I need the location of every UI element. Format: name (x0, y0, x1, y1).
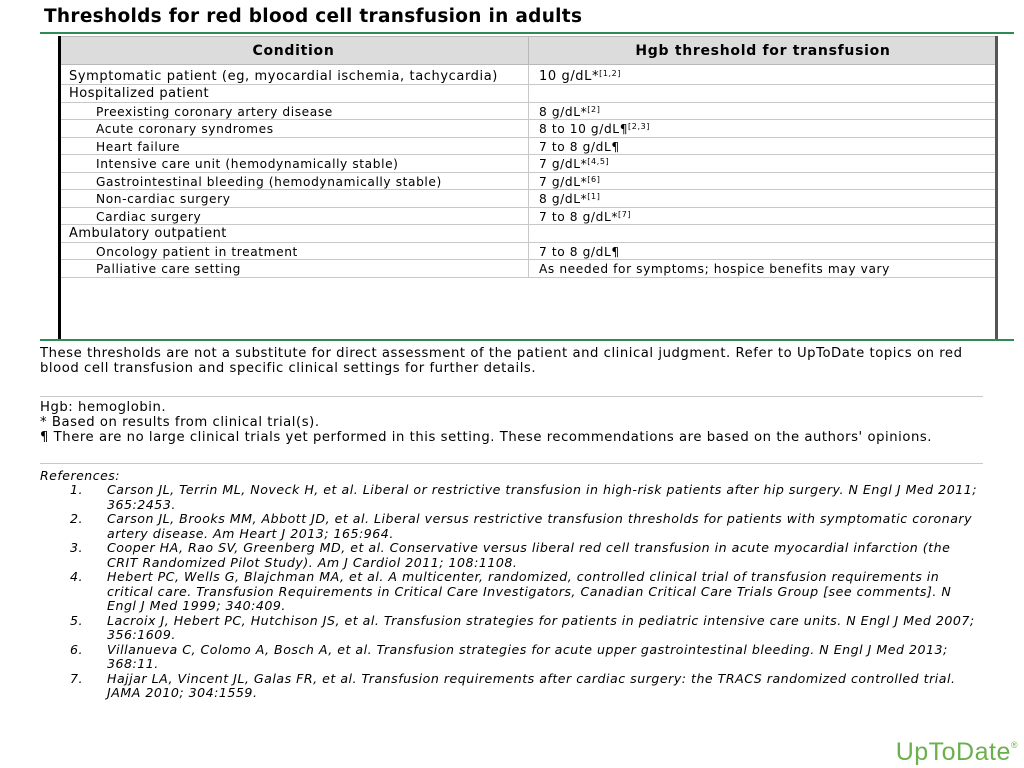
table-row (59, 242, 998, 260)
table-row (59, 120, 998, 138)
reference-item: 7. Hajjar LA, Vincent JL, Galas FR, et al. Transfusion requirements after cardiac surgery: the TRACS randomized controlled trial. JAMA 2010; 304:1559. (70, 670, 956, 700)
reference-item: 6. Villanueva C, Colomo A, Bosch A, et al. Transfusion strategies for acute upper gastrointestinal bleeding. N Engl J Med 2013; 368:11. (70, 641, 948, 671)
table-row (59, 207, 998, 225)
reference-item: 2. Carson JL, Brooks MM, Abbott JD, et al. Liberal versus restrictive transfusion thresholds for patients with symptomatic coronary artery disease. Am Heart J 2013; 165:964. (70, 511, 973, 541)
uptodate-logo: UpToDate® (895, 738, 1018, 766)
references-list (40, 483, 980, 701)
reference-item: 5. Lacroix J, Hebert PC, Hutchison JS, et al. Transfusion strategies for patients in pediatric intensive care units. N Engl J Med 2007; 356:1609. (70, 612, 975, 642)
reference-marker: [2,3] (628, 122, 651, 131)
disclaimer-note: These thresholds are not a substitute for direct assessment of the patient and clinical judgment. Refer to UpToDate topics on red blood cell transfusion and specific clinical settings for further details. (40, 346, 963, 376)
reference-marker: [6] (587, 174, 601, 184)
footnote-asterisk: * Based on results from clinical trial(s). (40, 415, 320, 430)
reference-item: 3. Cooper HA, Rao SV, Greenberg MD, et al. Conservative versus liberal red cell transfusion in acute myocardial infarction (the CRIT Randomized Pilot Study). Am J Cardiol 2011; 108:1108. (70, 540, 951, 570)
section-divider (40, 463, 983, 464)
table-bottom-rule (40, 339, 1014, 341)
references-heading: References: (40, 468, 121, 483)
threshold-cell: 7 g/dL*[6] (529, 172, 998, 190)
title-rule (40, 32, 1014, 34)
condition-header: Condition (59, 37, 529, 65)
group-row (59, 85, 998, 103)
table-header-row (59, 37, 998, 65)
table-right-border (995, 36, 998, 340)
section-divider (40, 396, 983, 397)
table-left-border (58, 36, 61, 340)
table-row (59, 102, 998, 120)
threshold-cell: 10 g/dL*[1,2] (529, 65, 998, 85)
condition-cell: Cardiac surgery (59, 207, 529, 225)
page-title: Thresholds for red blood cell transfusion in adults (44, 6, 583, 27)
table-row (59, 155, 998, 173)
reference-marker: [7] (618, 209, 632, 219)
footnote-abbreviation: Hgb: hemoglobin. (40, 400, 167, 415)
condition-cell: Palliative care setting (59, 260, 529, 278)
reference-marker: [4,5] (587, 157, 610, 166)
table-row (59, 190, 998, 208)
threshold-cell: 8 to 10 g/dL¶[2,3] (529, 120, 998, 138)
reference-item: 1. Carson JL, Terrin ML, Noveck H, et al. Liberal or restrictive transfusion in high-risk patients after hip surgery. N Engl J Med 2011; 365:2453. (70, 482, 977, 512)
threshold-cell: 7 to 8 g/dL¶ (529, 242, 998, 260)
table-row (59, 65, 998, 85)
condition-cell: Heart failure (59, 137, 529, 155)
footnotes (40, 400, 980, 445)
footnote-pilcrow: ¶ There are no large clinical trials yet performed in this setting. These recommendations are based on the authors' opinions. (40, 430, 933, 445)
condition-cell: Oncology patient in treatment (59, 242, 529, 260)
table-row (59, 260, 998, 278)
reference-marker: [2] (587, 104, 601, 114)
threshold-cell: 7 g/dL*[4,5] (529, 155, 998, 173)
reference-marker: [1] (587, 192, 601, 201)
condition-cell: Symptomatic patient (eg, myocardial ischemia, tachycardia) (59, 65, 529, 85)
condition-cell: Intensive care unit (hemodynamically stable) (59, 155, 529, 173)
threshold-cell: 8 g/dL*[2] (529, 102, 998, 120)
threshold-cell: As needed for symptoms; hospice benefits may vary (529, 260, 998, 278)
threshold-cell: 7 to 8 g/dL*[7] (529, 207, 998, 225)
reference-marker: [1,2] (599, 69, 622, 78)
condition-cell: Preexisting coronary artery disease (59, 102, 529, 120)
group-label: Hospitalized patient (59, 85, 529, 103)
threshold-cell: 8 g/dL*[1] (529, 190, 998, 208)
threshold-cell: 7 to 8 g/dL¶ (529, 137, 998, 155)
group-label: Ambulatory outpatient (59, 225, 529, 243)
group-row (59, 225, 998, 243)
condition-cell: Gastrointestinal bleeding (hemodynamically stable) (59, 172, 529, 190)
condition-cell: Non-cardiac surgery (59, 190, 529, 208)
table-row (59, 172, 998, 190)
reference-item: 4. Hebert PC, Wells G, Blajchman MA, et al. A multicenter, randomized, controlled clinical trial of transfusion requirements in critical care. Transfusion Requirements in Critical Care Investigators, Canadian Critical Care Trials Group [see comments]. N Engl J Med 1999; 340:409. (70, 569, 952, 613)
thresholds-table (58, 36, 998, 278)
condition-cell: Acute coronary syndromes (59, 120, 529, 138)
table-row (59, 137, 998, 155)
threshold-header: Hgb threshold for transfusion (529, 37, 998, 65)
